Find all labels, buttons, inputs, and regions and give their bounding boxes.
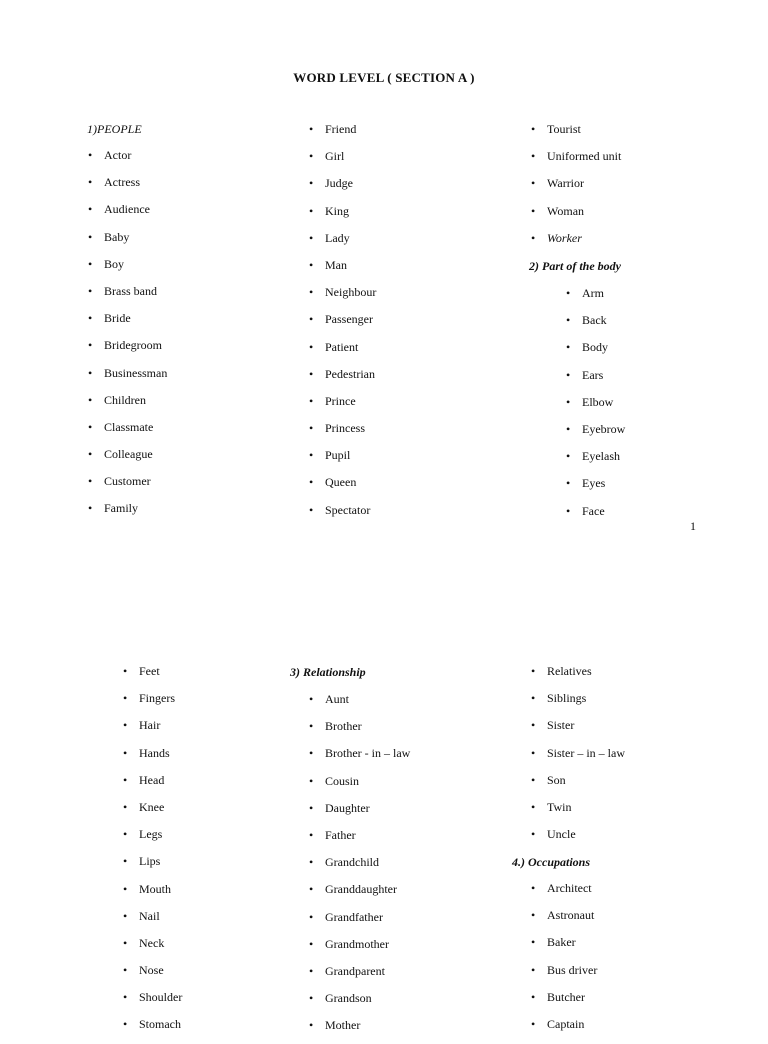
list-item-text: Mouth <box>139 881 172 896</box>
list-item <box>309 691 410 718</box>
bullet-icon: • <box>309 936 314 951</box>
bullet-icon: • <box>531 772 536 787</box>
bullet-icon: • <box>531 799 536 814</box>
bullet-icon: • <box>123 881 128 896</box>
list-item-text: Head <box>139 772 165 787</box>
bullet-icon: • <box>88 175 93 190</box>
list-item <box>123 881 182 908</box>
list-item-text: Bridegroom <box>104 338 162 353</box>
list-item-text: Baby <box>104 229 130 244</box>
bullet-icon: • <box>123 990 128 1005</box>
list-item-text: Relatives <box>547 664 592 678</box>
list-item <box>531 717 625 744</box>
body-list-col-a <box>566 285 626 530</box>
list-item <box>309 420 376 447</box>
bullet-icon: • <box>566 476 571 491</box>
list-item-text: Boy <box>104 256 125 271</box>
list-item-text: Nail <box>139 908 160 923</box>
list-item-text: Classmate <box>104 419 154 434</box>
list-item <box>566 475 625 502</box>
list-item-text: Baker <box>547 935 576 950</box>
bullet-icon: • <box>309 475 314 490</box>
list-item-text: Neck <box>139 935 165 950</box>
list-item-text: Elbow <box>582 394 614 409</box>
list-item <box>566 394 625 421</box>
bullet-icon: • <box>531 718 536 733</box>
list-item <box>88 174 167 201</box>
bullet-icon: • <box>309 285 314 300</box>
list-item <box>309 854 410 881</box>
list-item <box>531 1016 597 1043</box>
list-item <box>531 880 597 907</box>
list-item <box>531 962 598 989</box>
list-item-text: Princess <box>325 421 365 436</box>
bullet-icon: • <box>309 800 314 815</box>
list-item <box>309 963 410 990</box>
bullet-icon: • <box>566 394 571 409</box>
bullet-icon: • <box>566 421 571 436</box>
list-item <box>88 201 167 228</box>
list-item <box>123 799 182 826</box>
list-item-text: Arm <box>582 286 604 300</box>
bullet-icon: • <box>309 339 314 354</box>
bullet-icon: • <box>123 935 128 950</box>
list-item-text: Prince <box>325 393 356 408</box>
list-item <box>309 257 376 284</box>
bullet-icon: • <box>309 448 314 463</box>
bullet-icon: • <box>531 691 536 706</box>
bullet-icon: • <box>309 421 314 436</box>
list-item-text: Family <box>104 501 139 516</box>
bullet-icon: • <box>531 962 536 977</box>
bullet-icon: • <box>531 989 536 1004</box>
bullet-icon: • <box>123 908 128 923</box>
list-item <box>88 473 167 500</box>
bullet-icon: • <box>566 449 571 464</box>
list-item <box>309 474 376 501</box>
list-item <box>88 147 167 174</box>
list-item-text: Grandmother <box>325 936 389 951</box>
list-item-text: Uncle <box>547 827 576 842</box>
list-item-text: Customer <box>104 474 151 489</box>
list-item-text: Lady <box>325 230 350 245</box>
list-item <box>309 827 410 854</box>
bullet-icon: • <box>88 365 93 380</box>
list-item-text: Uniformed unit <box>547 149 622 164</box>
list-item <box>309 284 377 311</box>
bullet-icon: • <box>88 338 93 353</box>
list-item-text: Fingers <box>139 691 175 706</box>
bullet-icon: • <box>531 908 536 923</box>
people-list-col2 <box>309 121 377 529</box>
list-item-text: Granddaughter <box>325 882 397 897</box>
bullet-icon: • <box>531 881 536 895</box>
list-item <box>531 799 625 826</box>
list-item-text: Pedestrian <box>325 366 375 381</box>
list-item-text: Actress <box>104 175 140 190</box>
list-item <box>123 908 182 935</box>
list-item <box>309 175 376 202</box>
list-item <box>123 663 182 690</box>
list-item <box>566 312 625 339</box>
bullet-icon: • <box>309 176 314 191</box>
list-item <box>531 745 625 772</box>
list-item-text: Patient <box>325 339 359 354</box>
bullet-icon: • <box>123 664 128 678</box>
list-item <box>309 502 376 529</box>
list-item-text: Friend <box>325 122 357 136</box>
bullet-icon: • <box>309 963 314 978</box>
bullet-icon: • <box>123 827 128 842</box>
list-item <box>88 419 167 446</box>
list-item-text: Legs <box>139 827 163 842</box>
list-item <box>309 773 410 800</box>
list-item <box>309 1017 410 1044</box>
bullet-icon: • <box>88 501 93 516</box>
list-item-text: Spectator <box>325 502 371 517</box>
list-item <box>309 990 410 1017</box>
list-item <box>566 421 626 448</box>
list-item-text: Shoulder <box>139 990 183 1005</box>
list-item-text: Colleague <box>104 447 153 462</box>
list-item <box>566 448 625 475</box>
list-item <box>88 310 167 337</box>
list-item-text: Audience <box>104 202 150 217</box>
bullet-icon: • <box>88 392 93 407</box>
bullet-icon: • <box>88 311 93 326</box>
people-heading: 1)PEOPLE <box>87 122 142 136</box>
bullet-icon: • <box>309 909 314 924</box>
list-item <box>566 285 625 312</box>
relationship-list-col-a <box>309 691 411 1044</box>
list-item-text: Back <box>582 313 607 328</box>
bullet-icon: • <box>123 854 128 869</box>
page-number: 1 <box>690 519 696 533</box>
bullet-icon: • <box>309 366 314 381</box>
bullet-icon: • <box>123 1017 128 1032</box>
list-item-text: Daughter <box>325 800 370 815</box>
list-item-text: Worker <box>547 230 582 245</box>
list-item-text: Butcher <box>547 989 585 1004</box>
list-item-text: Father <box>325 827 356 842</box>
relationship-heading: 3) Relationship <box>290 665 366 679</box>
bullet-icon: • <box>531 935 536 950</box>
bullet-icon: • <box>531 203 536 218</box>
page-title: WORD LEVEL ( SECTION A ) <box>293 70 475 85</box>
list-item <box>531 230 621 257</box>
body-heading: 2) Part of the body <box>529 259 621 273</box>
list-item <box>566 367 625 394</box>
bullet-icon: • <box>88 474 93 489</box>
list-item-text: Queen <box>325 475 357 490</box>
bullet-icon: • <box>309 230 314 245</box>
list-item-text: Judge <box>325 176 353 191</box>
relationship-list-col-b <box>531 663 625 853</box>
list-item <box>531 175 621 202</box>
list-item-text: Businessman <box>104 365 168 380</box>
list-item-text: Stomach <box>139 1017 181 1032</box>
list-item-text: Cousin <box>325 773 360 788</box>
list-item-text: Eyelash <box>582 449 620 464</box>
list-item-text: Neighbour <box>325 285 377 300</box>
list-item-text: Son <box>547 772 566 787</box>
list-item <box>531 663 625 690</box>
list-item <box>309 800 410 827</box>
list-item <box>309 745 411 772</box>
bullet-icon: • <box>123 718 128 733</box>
bullet-icon: • <box>566 503 571 518</box>
list-item <box>309 909 410 936</box>
list-item <box>531 772 625 799</box>
list-item <box>123 1016 182 1043</box>
bullet-icon: • <box>123 772 128 787</box>
list-item <box>309 881 410 908</box>
bullet-icon: • <box>88 229 93 244</box>
list-item-text: Architect <box>547 881 592 895</box>
list-item-text: Sister <box>547 718 575 733</box>
list-item <box>123 989 183 1016</box>
bullet-icon: • <box>123 691 128 706</box>
list-item <box>309 339 376 366</box>
list-item-text: Captain <box>547 1016 585 1031</box>
list-item-text: King <box>325 203 349 218</box>
list-item <box>309 447 376 474</box>
list-item <box>531 203 621 230</box>
bullet-icon: • <box>309 855 314 870</box>
bullet-icon: • <box>566 313 571 328</box>
list-item-text: Brass band <box>104 283 157 298</box>
list-item-text: Nose <box>139 963 164 978</box>
bullet-icon: • <box>88 148 93 162</box>
list-item <box>123 745 182 772</box>
list-item-text: Siblings <box>547 691 587 706</box>
list-item <box>309 366 376 393</box>
bullet-icon: • <box>309 773 314 788</box>
list-item <box>88 365 168 392</box>
list-item-text: Brother <box>325 719 362 734</box>
list-item-text: Grandfather <box>325 909 383 924</box>
list-item <box>88 229 167 256</box>
list-item <box>566 339 625 366</box>
list-item <box>309 393 376 420</box>
list-item-text: Face <box>582 503 605 518</box>
people-list-col3 <box>531 121 622 257</box>
list-item-text: Warrior <box>547 176 585 191</box>
list-item-text: Ears <box>582 367 604 382</box>
list-item <box>566 503 625 530</box>
list-item <box>123 853 182 880</box>
bullet-icon: • <box>531 827 536 842</box>
list-item <box>531 907 597 934</box>
bullet-icon: • <box>566 367 571 382</box>
list-item <box>123 826 182 853</box>
list-item <box>123 962 182 989</box>
list-item <box>531 121 621 148</box>
bullet-icon: • <box>88 419 93 434</box>
bullet-icon: • <box>309 149 314 164</box>
bullet-icon: • <box>309 719 314 734</box>
list-item <box>88 446 167 473</box>
bullet-icon: • <box>123 745 128 760</box>
list-item-text: Woman <box>547 203 585 218</box>
occupations-list <box>531 880 598 1043</box>
list-item <box>88 337 167 364</box>
bullet-icon: • <box>309 393 314 408</box>
bullet-icon: • <box>88 283 93 298</box>
list-item-text: Pupil <box>325 448 351 463</box>
list-item <box>309 203 376 230</box>
list-item <box>88 500 167 527</box>
bullet-icon: • <box>309 746 314 761</box>
list-item-text: Actor <box>104 148 132 162</box>
list-item <box>531 148 622 175</box>
list-item <box>531 989 597 1016</box>
list-item <box>123 690 182 717</box>
bullet-icon: • <box>566 340 571 355</box>
list-item-text: Twin <box>547 799 572 814</box>
list-item-text: Girl <box>325 149 345 164</box>
bullet-icon: • <box>531 122 536 136</box>
list-item-text: Grandson <box>325 991 372 1006</box>
bullet-icon: • <box>309 122 314 136</box>
bullet-icon: • <box>123 799 128 814</box>
list-item <box>88 392 167 419</box>
list-item-text: Passenger <box>325 312 373 327</box>
list-item-text: Grandparent <box>325 963 385 978</box>
list-item-text: Tourist <box>547 122 581 136</box>
list-item-text: Hands <box>139 745 170 760</box>
list-item-text: Mother <box>325 1018 361 1033</box>
body-list-col-b <box>123 663 183 1044</box>
list-item <box>309 230 376 257</box>
list-item <box>531 690 625 717</box>
bullet-icon: • <box>566 286 571 300</box>
list-item-text: Bus driver <box>547 962 598 977</box>
bullet-icon: • <box>309 312 314 327</box>
list-item-text: Astronaut <box>547 908 595 923</box>
bullet-icon: • <box>531 745 536 760</box>
list-item <box>309 311 376 338</box>
list-item <box>309 121 376 148</box>
list-item-text: Lips <box>139 854 161 869</box>
list-item-text: Eyes <box>582 476 606 491</box>
list-item-text: Children <box>104 392 146 407</box>
list-item <box>309 148 376 175</box>
people-list-col1 <box>88 147 168 528</box>
list-item-text: Sister – in – law <box>547 745 625 760</box>
list-item <box>309 936 410 963</box>
bullet-icon: • <box>309 692 314 706</box>
bullet-icon: • <box>123 963 128 978</box>
list-item <box>531 934 597 961</box>
list-item-text: Feet <box>139 664 160 678</box>
bullet-icon: • <box>531 230 536 245</box>
bullet-icon: • <box>309 827 314 842</box>
list-item-text: Bride <box>104 311 131 326</box>
list-item-text: Grandchild <box>325 855 379 870</box>
list-item-text: Man <box>325 257 347 272</box>
bullet-icon: • <box>88 202 93 217</box>
list-item <box>531 826 625 853</box>
list-item-text: Eyebrow <box>582 421 626 436</box>
list-item-text: Brother - in – law <box>325 746 411 761</box>
bullet-icon: • <box>88 256 93 271</box>
list-item <box>123 772 182 799</box>
bullet-icon: • <box>531 176 536 191</box>
bullet-icon: • <box>531 149 536 164</box>
list-item <box>309 718 410 745</box>
list-item-text: Body <box>582 340 609 355</box>
list-item <box>88 256 167 283</box>
bullet-icon: • <box>531 664 536 678</box>
list-item <box>123 935 182 962</box>
list-item <box>88 283 167 310</box>
occupations-heading: 4.) Occupations <box>512 855 590 869</box>
bullet-icon: • <box>309 203 314 218</box>
list-item-text: Hair <box>139 718 161 733</box>
list-item-text: Aunt <box>325 692 349 706</box>
bullet-icon: • <box>88 447 93 462</box>
list-item-text: Knee <box>139 799 165 814</box>
bullet-icon: • <box>309 257 314 272</box>
bullet-icon: • <box>309 882 314 897</box>
list-item <box>123 717 182 744</box>
bullet-icon: • <box>531 1016 536 1031</box>
bullet-icon: • <box>309 1018 314 1033</box>
bullet-icon: • <box>309 502 314 517</box>
bullet-icon: • <box>309 991 314 1006</box>
